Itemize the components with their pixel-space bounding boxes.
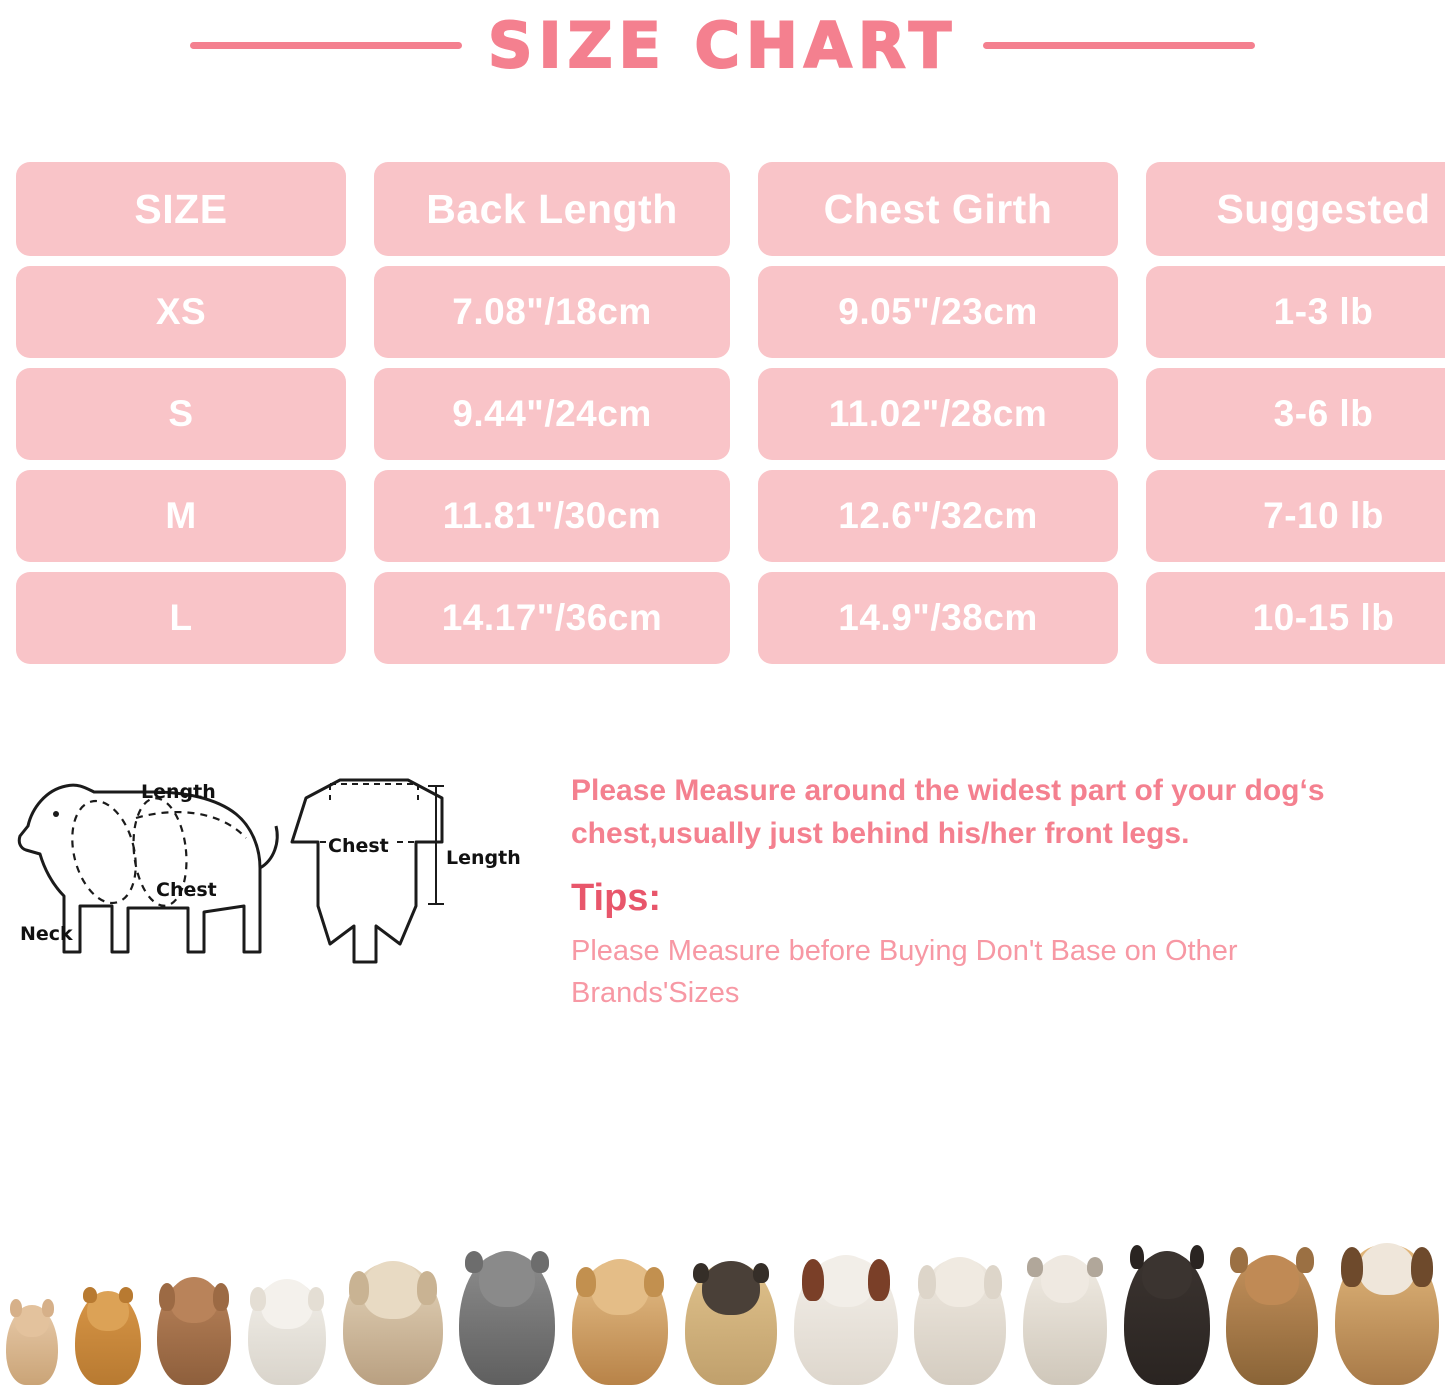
dog-head xyxy=(1359,1243,1415,1295)
dog-ear-left xyxy=(465,1251,483,1273)
dog-ear-left xyxy=(1130,1245,1144,1269)
dog-havanese xyxy=(572,1261,668,1385)
dog-ear-right xyxy=(1411,1247,1433,1287)
title-rule-right xyxy=(983,42,1255,49)
dog-ear-right xyxy=(644,1267,664,1297)
label-length: Length xyxy=(141,781,216,803)
dog-ear-right xyxy=(984,1265,1002,1299)
dog-ear-right xyxy=(119,1287,133,1303)
cell-size: L xyxy=(16,572,346,664)
dog-cavalier xyxy=(794,1257,898,1385)
dog-ear-right xyxy=(308,1287,324,1311)
dog-head xyxy=(1245,1255,1299,1305)
table-row xyxy=(8,266,1437,358)
title-rule-left xyxy=(190,42,462,49)
label-chest-garment: Chest xyxy=(328,835,389,857)
label-chest-dog: Chest xyxy=(156,879,217,901)
dog-breed-strip xyxy=(0,1219,1445,1389)
dog-head xyxy=(170,1277,218,1323)
dog-ear-left xyxy=(693,1263,709,1283)
dog-head xyxy=(1142,1251,1192,1299)
cell-suggested: 7-10 lb xyxy=(1146,470,1445,562)
dog-head xyxy=(479,1251,535,1307)
dog-french-bulldog xyxy=(1226,1257,1318,1385)
dog-pomeranian xyxy=(75,1293,141,1385)
cell-size: S xyxy=(16,368,346,460)
tips-text: Please Measure before Buying Don't Base on Other Brands'Sizes xyxy=(571,935,1238,1010)
table-header-row xyxy=(8,162,1437,256)
dog-toy-poodle-brown xyxy=(157,1279,231,1385)
measurement-section xyxy=(0,756,1445,1014)
notes-block xyxy=(553,756,1445,1014)
dog-ear-left xyxy=(576,1267,596,1297)
cell-back-length: 9.44"/24cm xyxy=(374,368,730,460)
dog-ear-left xyxy=(1341,1247,1363,1287)
dog-ear-left xyxy=(1027,1257,1043,1277)
dog-ear-right xyxy=(213,1283,229,1311)
dog-boston-terrier xyxy=(1124,1253,1210,1385)
table-row xyxy=(8,368,1437,460)
dog-jack-russell xyxy=(1023,1257,1107,1385)
dog-ear-left xyxy=(10,1299,22,1317)
tips-label: Tips: xyxy=(571,877,662,920)
dog-bichon-frise xyxy=(248,1281,326,1385)
cell-chest-girth: 11.02"/28cm xyxy=(758,368,1118,460)
dog-head xyxy=(362,1261,424,1319)
dog-ear-right xyxy=(868,1259,890,1301)
dog-head xyxy=(702,1261,760,1315)
measure-instruction: Please Measure around the widest part of your dog‘s chest,usually just behind his/her front legs. xyxy=(571,774,1325,850)
dog-head xyxy=(818,1255,874,1307)
dog-beagle xyxy=(1335,1245,1439,1385)
dog-ear-right xyxy=(42,1299,54,1317)
measurement-diagram xyxy=(8,756,553,1006)
header-size: SIZE xyxy=(16,162,346,256)
label-length-garment: Length xyxy=(446,847,521,869)
dog-ear-right xyxy=(1087,1257,1103,1277)
dog-ear-right xyxy=(417,1271,437,1305)
cell-back-length: 14.17"/36cm xyxy=(374,572,730,664)
dog-head xyxy=(934,1257,986,1307)
cell-back-length: 11.81"/30cm xyxy=(374,470,730,562)
dog-head xyxy=(261,1279,313,1329)
dog-white-poodle xyxy=(914,1259,1006,1385)
dog-ear-left xyxy=(250,1287,266,1311)
dog-ear-right xyxy=(1296,1247,1314,1273)
page-title xyxy=(0,0,1445,86)
cell-suggested: 10-15 lb xyxy=(1146,572,1445,664)
cell-size: M xyxy=(16,470,346,562)
label-neck: Neck xyxy=(20,923,73,945)
dog-head xyxy=(591,1259,649,1315)
header-chest-girth: Chest Girth xyxy=(758,162,1118,256)
cell-size: XS xyxy=(16,266,346,358)
dog-ear-left xyxy=(159,1283,175,1311)
size-table xyxy=(8,162,1437,664)
header-suggested: Suggested xyxy=(1146,162,1445,256)
dog-and-garment-diagram xyxy=(8,756,553,1006)
cell-chest-girth: 12.6"/32cm xyxy=(758,470,1118,562)
header-back-length: Back Length xyxy=(374,162,730,256)
dog-ear-left xyxy=(918,1265,936,1299)
cell-suggested: 1-3 lb xyxy=(1146,266,1445,358)
dog-chihuahua xyxy=(6,1307,58,1385)
cell-back-length: 7.08"/18cm xyxy=(374,266,730,358)
table-row xyxy=(8,572,1437,664)
dog-ear-left xyxy=(1230,1247,1248,1273)
dog-schnauzer xyxy=(459,1253,555,1385)
title-text: SIZE CHART xyxy=(487,8,958,82)
dog-ear-left xyxy=(802,1259,824,1301)
dog-shih-tzu xyxy=(343,1263,443,1385)
cell-suggested: 3-6 lb xyxy=(1146,368,1445,460)
cell-chest-girth: 9.05"/23cm xyxy=(758,266,1118,358)
dog-ear-left xyxy=(349,1271,369,1305)
cell-chest-girth: 14.9"/38cm xyxy=(758,572,1118,664)
dog-ear-right xyxy=(531,1251,549,1273)
dog-pug xyxy=(685,1263,777,1385)
dog-ear-right xyxy=(753,1263,769,1283)
dog-head xyxy=(1041,1255,1089,1303)
dog-ear-right xyxy=(1190,1245,1204,1269)
table-row xyxy=(8,470,1437,562)
dog-ear-left xyxy=(83,1287,97,1303)
